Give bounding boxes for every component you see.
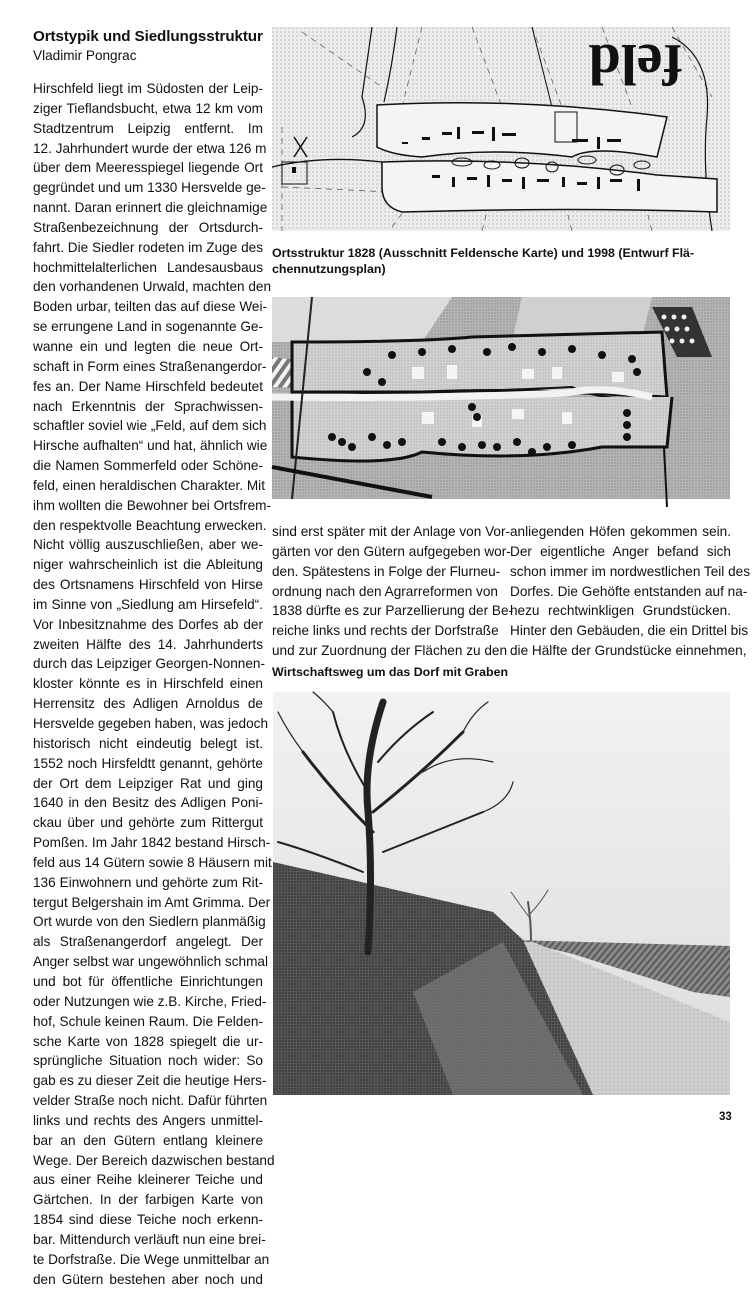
text-line: wanne ein und legten die neue Ort- (33, 338, 263, 354)
text-line: 12. Jahrhundert wurde der etwa 126 m (33, 140, 267, 156)
text-line: reiche links und rechts der Dorfstraße (272, 623, 499, 639)
text-line: bar an den Gütern entlang kleinere (33, 1132, 263, 1148)
text-line: gegründet und um 1330 Hersvelde ge- (33, 180, 266, 196)
text-line: Anger selbst war ungewöhnlich schmal (33, 954, 268, 970)
text-line: als Straßenangerdorf angelegt. Der (33, 934, 263, 950)
article-title: Ortstypik und Siedlungsstruktur (33, 28, 263, 45)
caption-photo: Wirtschaftsweg um das Dorf mit Graben (272, 665, 509, 679)
text-line: niger wahrscheinlich ist die Ableitung (33, 557, 263, 573)
body-column-3 (510, 522, 751, 661)
text-line: oder Nutzungen wie z.B. Kirche, Fried- (33, 993, 267, 1009)
text-line: und bot für öffentliche Einrichtungen (33, 973, 263, 989)
text-line: ihm wollten die Bewohner bei Ortsfrem- (33, 497, 271, 513)
text-line: zweiten Hälfte des 14. Jahrhunderts (33, 636, 263, 652)
text-line: Herrensitz des Adligen Arnoldus de (33, 696, 263, 712)
map-1998-drawing (272, 297, 730, 499)
text-line: Nicht völlig auszuschließen, aber we- (33, 537, 263, 553)
map-1828-drawing (272, 27, 730, 231)
photo-drawing (273, 692, 730, 1095)
text-line: Hinter den Gebäuden, die ein Drittel bis (510, 623, 749, 639)
text-line: Dorfes. Die Gehöfte entstanden auf na- (510, 583, 748, 599)
text-line: ordnung nach den Agrarreformen von (272, 583, 498, 599)
text-line: 1640 in den Besitz des Adligen Poni- (33, 795, 263, 811)
text-line: links und rechts des Angers unmittel- (33, 1112, 263, 1128)
text-line: Vor Inbesitznahme des Dorfes ab der (33, 616, 263, 632)
text-line: Hirschfeld liegt im Südosten der Leip- (33, 81, 263, 96)
text-line: anliegenden Höfen gekommen sein. (510, 524, 731, 539)
text-line: den vorhandenen Urwald, machten den (33, 279, 272, 295)
text-line: schaft in Form eines Straßenangerdor- (33, 358, 267, 374)
text-line: schaftler soviel wie „Feld, auf dem sich (33, 418, 267, 434)
text-line: kloster könnte es in Hirschfeld einen (33, 676, 263, 692)
text-line: tergut Belgershain im Amt Grimma. Der (33, 894, 271, 910)
text-line: hochmittelalterlichen Landesausbaus (33, 259, 263, 275)
text-line: Der eigentliche Anger befand sich (510, 543, 731, 559)
text-line: bar. Mittendurch verläuft nun eine brei- (33, 1231, 266, 1247)
text-line: die Namen Sommerfeld oder Schöne- (33, 458, 263, 474)
text-line: hof, Schule keinen Raum. Die Felden- (33, 1013, 263, 1029)
body-column-1 (33, 79, 275, 1289)
text-line: Hirsche aufhalten“ und hat, ähnlich wie (33, 438, 268, 454)
text-line: se errungene Land in sogenannte Ge- (33, 319, 263, 335)
text-line: nannt. Daran erinnert die gleichnamige (33, 200, 268, 216)
text-line: nach Erkenntnis der Sprachwissen- (33, 398, 263, 414)
text-line: feld, einen heraldischen Charakter. Mit (33, 477, 265, 493)
land-use-plan-map-1998 (272, 297, 730, 499)
text-line: schon immer im nordwestlichen Teil des (510, 563, 751, 579)
text-line: gärten vor den Gütern aufgegeben wor- (272, 543, 511, 559)
text-line: gab es zu dieser Zeit die heutige Hers- (33, 1073, 267, 1089)
text-line: sprüngliche Situation noch wider: So (33, 1053, 263, 1069)
text-line: sche Karte von 1828 spiegelt die ur- (33, 1033, 263, 1049)
text-line: te Dorfstraße. Die Wege unmittelbar an (33, 1251, 270, 1267)
text-line: den respektvolle Beachtung erwecken. (33, 517, 267, 533)
text-line: der Ort dem Leipziger Rat und ging (33, 775, 263, 791)
text-line: den Gütern bestehen aber noch und (33, 1271, 263, 1287)
text-line: feld aus 14 Gütern sowie 8 Häusern mit (33, 854, 272, 870)
text-line: ckau über und gehörte zum Rittergut (33, 815, 263, 831)
text-line: Pomßen. Im Jahr 1842 bestand Hirsch- (33, 835, 271, 851)
text-line: und zur Zuordnung der Flächen zu den (272, 643, 508, 659)
text-line: hezu rechtwinkligen Grundstücken. (510, 603, 731, 619)
text-line: Gärtchen. In der farbigen Karte von (33, 1192, 263, 1208)
text-line: fes an. Der Name Hirschfeld bedeutet (33, 378, 263, 394)
text-line: durch das Leipziger Georgen-Nonnen- (33, 656, 265, 672)
text-line: im Sinne von „Siedlung am Hirsefeld“. (33, 596, 263, 612)
text-line: 1552 noch Hirsfeldtt genannt, gehörte (33, 755, 263, 771)
text-line: über dem Meeresspiegel liegende Ort (33, 160, 263, 176)
historical-map-1828 (272, 27, 730, 231)
text-line: Wege. Der Bereich dazwischen bestand (33, 1152, 275, 1168)
body-column-2 (272, 522, 514, 661)
text-line: Ort wurde von den Siedlern planmäßig (33, 914, 266, 930)
page-number: 33 (719, 1111, 732, 1123)
text-line: ziger Tieflandsbucht, etwa 12 km vom (33, 100, 263, 116)
caption-maps: Ortsstruktur 1828 (Ausschnitt Feldensche Karte) und 1998 (Entwurf Flä- chennutzungsplan) (272, 246, 695, 276)
text-line: Boden urbar, teilten das auf diese Wei- (33, 299, 268, 315)
text-line: 1838 dürfte es zur Parzellierung der Be- (272, 603, 514, 619)
text-line: sind erst später mit der Anlage von Vor- (272, 524, 511, 539)
text-line: fahrt. Die Siedler rodeten im Zuge des (33, 239, 263, 255)
text-line: Hersvelde gegeben haben, was jedoch (33, 716, 269, 731)
text-line: 136 Einwohnern und gehörte zum Rit- (33, 874, 263, 890)
text-line: Straßenbezeichnung der Ortsdurch- (33, 219, 263, 235)
text-line: historisch nicht eindeutig belegt ist. (33, 735, 263, 751)
article-author: Vladimir Pongrac (33, 48, 137, 63)
text-line: velder Straße noch nicht. Dafür führten (33, 1093, 268, 1109)
photo-farm-track-with-ditch (273, 692, 730, 1095)
map-label-feld: feld (588, 32, 682, 97)
text-line: aus einer Reihe kleinerer Teiche und (33, 1172, 263, 1188)
text-line: die Hälfte der Grundstücke einnehmen, (510, 643, 747, 659)
text-line: 1854 sind diese Teiche noch erkenn- (33, 1212, 263, 1228)
text-line: Stadtzentrum Leipzig entfernt. Im (33, 120, 263, 136)
text-line: des Ortsnamens Hirschfeld von Hirse (33, 577, 263, 593)
text-line: den. Spätestens in Folge der Flurneu- (272, 563, 501, 579)
